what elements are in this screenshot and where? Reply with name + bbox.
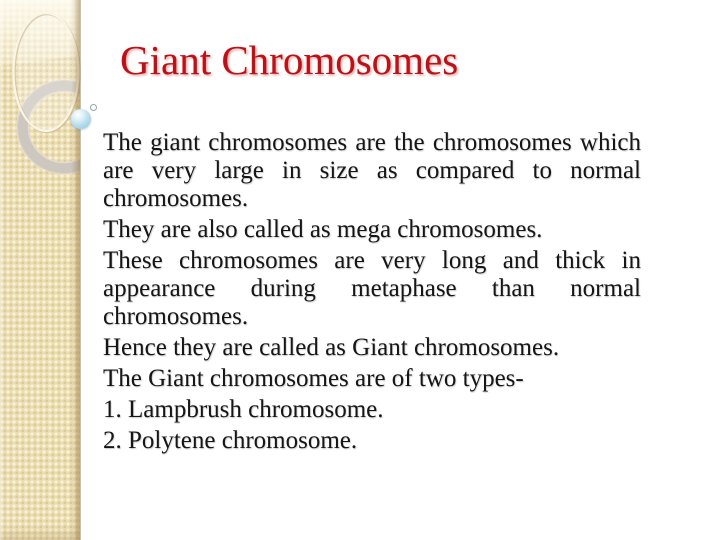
slide-title: Giant Chromosomes — [120, 37, 459, 83]
strip-glare-highlight — [0, 0, 80, 66]
body-paragraph: The giant chromosomes are the chromosomes which are very large in size as compared to normal chromosomes. — [103, 129, 641, 212]
body-paragraph: 2. Polytene chromosome. — [103, 427, 358, 454]
body-paragraph: They are also called as mega chromosomes. — [103, 216, 543, 243]
body-paragraph: The Giant chromosomes are of two types- — [103, 365, 524, 392]
slide-body-text — [103, 129, 641, 458]
body-paragraph: Hence they are called as Giant chromosomes. — [103, 334, 560, 361]
strip-right-edge-shadow — [71, 0, 81, 540]
body-paragraph: These chromosomes are very long and thick in appearance during metaphase than normal chromosomes. — [103, 247, 641, 330]
body-paragraph: 1. Lampbrush chromosome. — [103, 396, 384, 423]
left-decorative-strip — [0, 0, 80, 540]
small-circle-outline — [90, 104, 97, 111]
blue-sphere-accent — [71, 109, 91, 129]
